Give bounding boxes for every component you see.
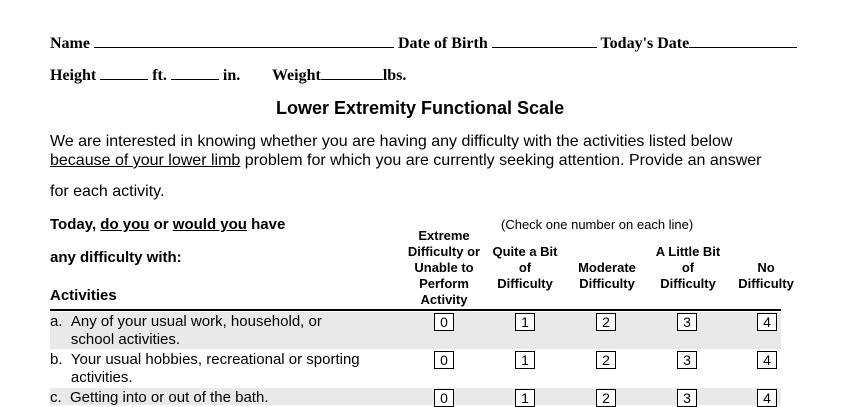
intro-line-3: for each activity. xyxy=(50,183,165,200)
todays-date-field[interactable] xyxy=(689,33,797,48)
column-header-no-difficulty xyxy=(733,229,799,292)
lbs-label: lbs. xyxy=(382,67,407,84)
table-top-rule xyxy=(50,309,781,311)
height-label: Height xyxy=(50,67,97,84)
option-c-0[interactable]: 0 xyxy=(434,389,454,407)
name-field[interactable] xyxy=(94,33,394,48)
intro-line-1: We are interested in knowing whether you are having any difficulty with the activities listed below xyxy=(50,133,733,150)
height-in-field[interactable] xyxy=(171,65,219,80)
name-label: Name xyxy=(50,35,90,52)
activity-row-c xyxy=(50,389,380,407)
dob-label: Date of Birth xyxy=(397,35,488,52)
option-a-0[interactable]: 0 xyxy=(434,313,454,331)
option-b-4[interactable]: 4 xyxy=(757,351,777,369)
activity-text: Any of your usual work, household, or school activities. xyxy=(70,313,322,348)
activity-letter: a. xyxy=(50,313,63,330)
column-header-quite-a-bit xyxy=(492,229,558,292)
column-header-extreme-label: Extreme Difficulty or Unable to Perform Activity xyxy=(407,228,481,307)
intro-underlined-phrase: because of your lower limb xyxy=(50,152,241,169)
option-a-4[interactable]: 4 xyxy=(757,313,777,331)
activities-heading: Activities xyxy=(50,287,117,304)
question-or: or xyxy=(149,216,173,233)
option-c-4[interactable]: 4 xyxy=(757,389,777,407)
option-a-3[interactable]: 3 xyxy=(677,313,697,331)
page-title: Lower Extremity Functional Scale xyxy=(276,98,565,118)
question-have: have xyxy=(246,216,286,233)
intro-line-2-rest: problem for which you are currently seeking attention. Provide an answer xyxy=(240,152,762,169)
question-today: Today, xyxy=(50,216,101,233)
name-row xyxy=(50,33,797,53)
question-line-1 xyxy=(50,216,285,233)
check-instruction: (Check one number on each line) xyxy=(501,217,694,232)
column-header-a-little-bit-label: A Little Bit of Difficulty xyxy=(655,244,721,291)
option-b-1[interactable]: 1 xyxy=(515,351,535,369)
column-header-a-little-bit xyxy=(655,229,721,292)
column-header-moderate xyxy=(570,229,644,292)
column-header-extreme xyxy=(404,229,484,308)
option-c-3[interactable]: 3 xyxy=(677,389,697,407)
in-label: in. xyxy=(222,67,241,84)
todays-date-label: Today's Date xyxy=(600,35,690,52)
activity-text: Getting into or out of the bath. xyxy=(70,389,269,406)
ft-label: ft. xyxy=(152,67,167,84)
question-would-you: would you xyxy=(172,216,247,233)
activity-row-a xyxy=(50,313,380,349)
height-ft-field[interactable] xyxy=(100,65,148,80)
activity-letter: c. xyxy=(50,389,62,406)
activity-text: Your usual hobbies, recreational or sporting activities. xyxy=(70,351,360,386)
height-weight-row xyxy=(50,65,406,85)
option-b-3[interactable]: 3 xyxy=(677,351,697,369)
activity-letter: b. xyxy=(50,351,63,368)
option-b-0[interactable]: 0 xyxy=(434,351,454,369)
column-header-no-difficulty-label: No Difficulty xyxy=(738,260,794,291)
option-b-2[interactable]: 2 xyxy=(596,351,616,369)
activity-row-b xyxy=(50,351,380,387)
column-header-quite-a-bit-label: Quite a Bit of Difficulty xyxy=(492,244,558,291)
option-c-2[interactable]: 2 xyxy=(596,389,616,407)
question-do-you: do you xyxy=(100,216,150,233)
intro-line-2 xyxy=(50,152,761,170)
option-a-1[interactable]: 1 xyxy=(515,313,535,331)
weight-field[interactable] xyxy=(321,65,383,80)
option-a-2[interactable]: 2 xyxy=(596,313,616,331)
option-c-1[interactable]: 1 xyxy=(515,389,535,407)
column-header-moderate-label: Moderate Difficulty xyxy=(578,260,636,291)
dob-field[interactable] xyxy=(492,33,597,48)
weight-label: Weight xyxy=(271,67,321,84)
question-line-2: any difficulty with: xyxy=(50,249,182,266)
